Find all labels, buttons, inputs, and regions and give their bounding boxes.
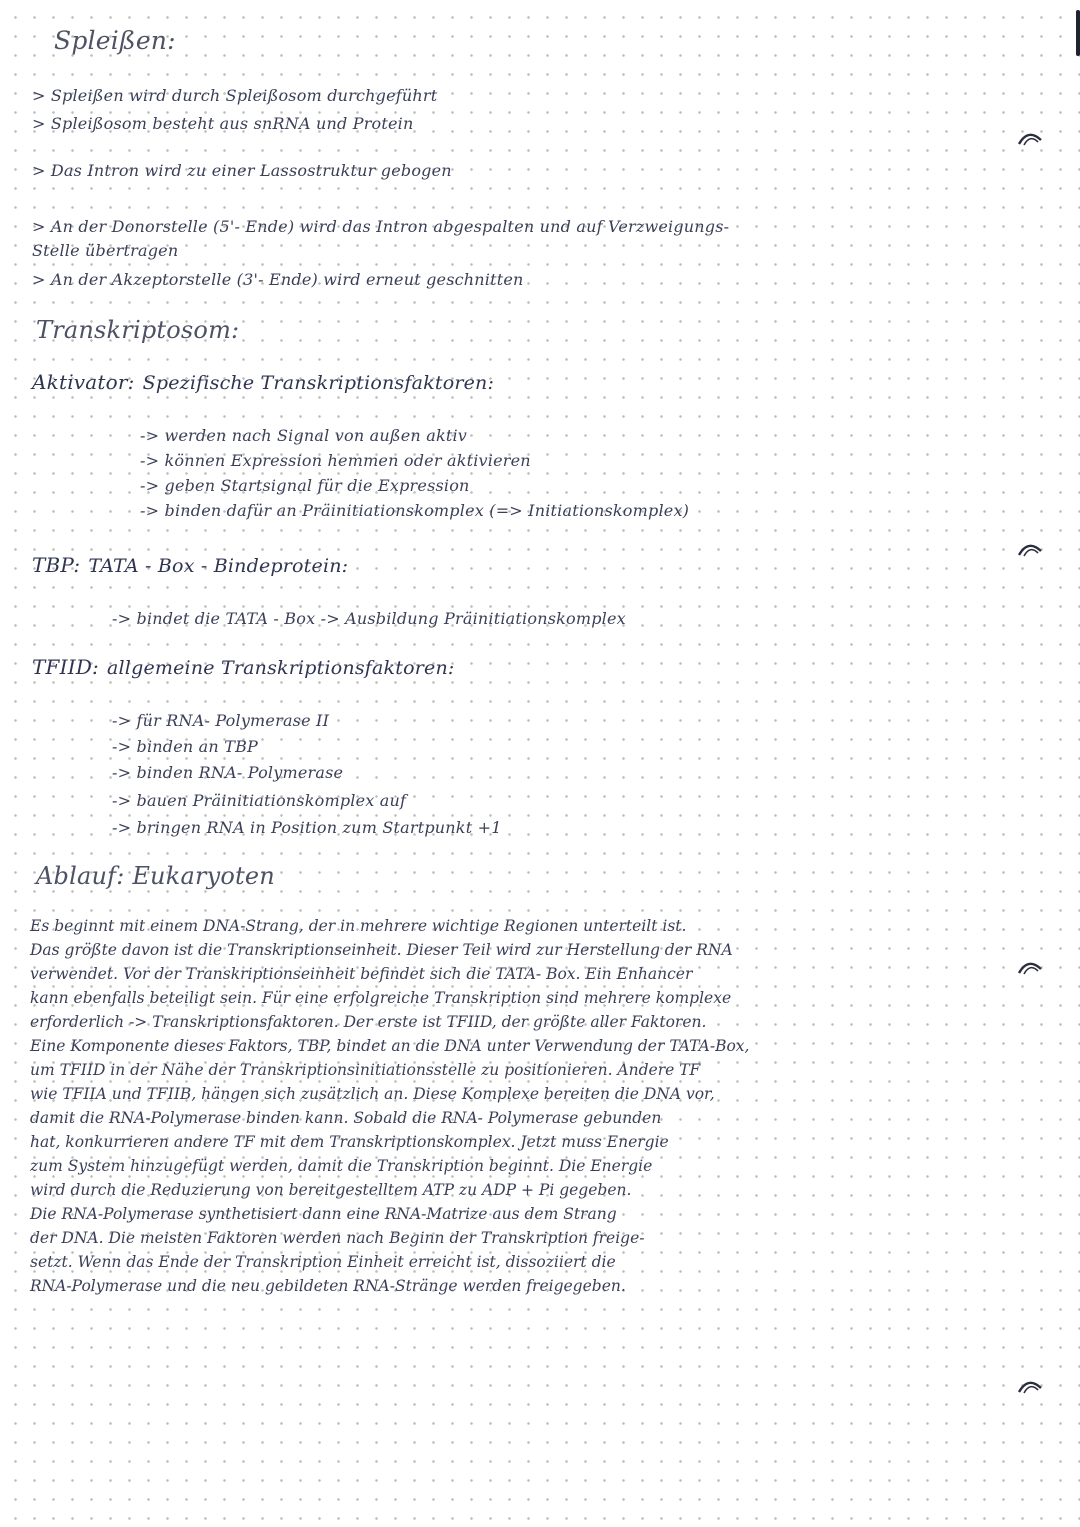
aktivator-item: -> geben Startsignal für die Expression bbox=[140, 476, 470, 495]
tfiid-label bbox=[32, 655, 455, 679]
aktivator-label bbox=[32, 370, 494, 394]
heading-ablauf: Ablauf: Eukaryoten bbox=[36, 862, 275, 890]
ablauf-line: der DNA. Die meisten Faktoren werden nach Beginn der Transkription freige- bbox=[30, 1229, 645, 1247]
tfiid-title: allgemeine Transkriptionsfaktoren: bbox=[107, 657, 455, 679]
binder-ring-icon bbox=[1016, 126, 1044, 148]
spleissen-line: > Das Intron wird zu einer Lassostruktur gebogen bbox=[32, 161, 452, 180]
ablauf-line: um TFIID in der Nähe der Transkriptionsinitiationsstelle zu positionieren. Andere TF bbox=[30, 1061, 701, 1079]
tfiid-item: -> binden an TBP bbox=[112, 737, 258, 756]
aktivator-item: -> werden nach Signal von außen aktiv bbox=[140, 426, 468, 445]
binder-ring-icon bbox=[1016, 955, 1044, 977]
ablauf-line: zum System hinzugefügt werden, damit die Transkription beginnt. Die Energie bbox=[30, 1157, 653, 1175]
aktivator-title: Spezifische Transkriptionsfaktoren: bbox=[142, 372, 495, 394]
ablauf-line: RNA-Polymerase und die neu gebildeten RNA-Stränge werden freigegeben. bbox=[30, 1277, 626, 1295]
heading-spleissen: Spleißen: bbox=[54, 26, 176, 55]
ablauf-line: wird durch die Reduzierung von bereitgestelltem ATP zu ADP + Pi gegeben. bbox=[30, 1181, 632, 1199]
ablauf-line: setzt. Wenn das Ende der Transkription Einheit erreicht ist, dissoziiert die bbox=[30, 1253, 616, 1271]
tfiid-key: TFIID: bbox=[32, 655, 99, 679]
tbp-key: TBP: bbox=[32, 553, 81, 577]
spleissen-line: Stelle übertragen bbox=[32, 241, 179, 260]
tfiid-item: -> bringen RNA in Position zum Startpunkt +1 bbox=[112, 818, 502, 837]
tfiid-item: -> bauen Präinitiationskomplex auf bbox=[112, 791, 407, 810]
tfiid-item: -> für RNA- Polymerase II bbox=[112, 711, 330, 730]
ablauf-line: verwendet. Vor der Transkriptionseinheit befindet sich die TATA- Box. Ein Enhancer bbox=[30, 965, 693, 983]
ablauf-line: Eine Komponente dieses Faktors, TBP, bindet an die DNA unter Verwendung der TATA-Box, bbox=[30, 1037, 750, 1055]
tbp-label bbox=[32, 553, 348, 577]
spleissen-line: > Spleißosom besteht aus snRNA und Protein bbox=[32, 114, 414, 133]
ablauf-line: hat, konkurrieren andere TF mit dem Transkriptionskomplex. Jetzt muss Energie bbox=[30, 1133, 669, 1151]
aktivator-item: -> binden dafür an Präinitiationskomplex (=> Initiationskomplex) bbox=[140, 501, 690, 520]
ablauf-line: damit die RNA-Polymerase binden kann. Sobald die RNA- Polymerase gebunden bbox=[30, 1109, 662, 1127]
ablauf-line: Das größte davon ist die Transkriptionseinheit. Dieser Teil wird zur Herstellung der RNA bbox=[30, 941, 733, 959]
ablauf-line: kann ebenfalls beteiligt sein. Für eine erfolgreiche Transkription sind mehrere komplexe bbox=[30, 989, 732, 1007]
ablauf-line: wie TFIIA und TFIIB, hängen sich zusätzlich an. Diese Komplexe bereiten die DNA vor, bbox=[30, 1085, 715, 1103]
tfiid-item: -> binden RNA- Polymerase bbox=[112, 763, 344, 782]
binder-ring-icon bbox=[1016, 537, 1044, 559]
page-edge-marker bbox=[1076, 10, 1080, 56]
spleissen-line: > An der Donorstelle (5'- Ende) wird das Intron abgespalten und auf Verzweigungs- bbox=[32, 217, 730, 236]
binder-ring-icon bbox=[1016, 1374, 1044, 1396]
tbp-item: -> bindet die TATA - Box -> Ausbildung Präinitiationskomplex bbox=[112, 609, 626, 628]
heading-transkriptosom: Transkriptosom: bbox=[36, 316, 240, 344]
tbp-title: TATA - Box - Bindeprotein: bbox=[88, 555, 349, 577]
ablauf-line: erforderlich -> Transkriptionsfaktoren. Der erste ist TFIID, der größte aller Faktoren. bbox=[30, 1013, 707, 1031]
spleissen-line: > An der Akzeptorstelle (3'- Ende) wird erneut geschnitten bbox=[32, 270, 524, 289]
ablauf-line: Die RNA-Polymerase synthetisiert dann eine RNA-Matrize aus dem Strang bbox=[30, 1205, 617, 1223]
ablauf-line: Es beginnt mit einem DNA-Strang, der in mehrere wichtige Regionen unterteilt ist. bbox=[30, 917, 687, 935]
aktivator-key: Aktivator: bbox=[32, 370, 135, 394]
spleissen-line: > Spleißen wird durch Spleißosom durchgeführt bbox=[32, 86, 438, 105]
aktivator-item: -> können Expression hemmen oder aktivieren bbox=[140, 451, 531, 470]
